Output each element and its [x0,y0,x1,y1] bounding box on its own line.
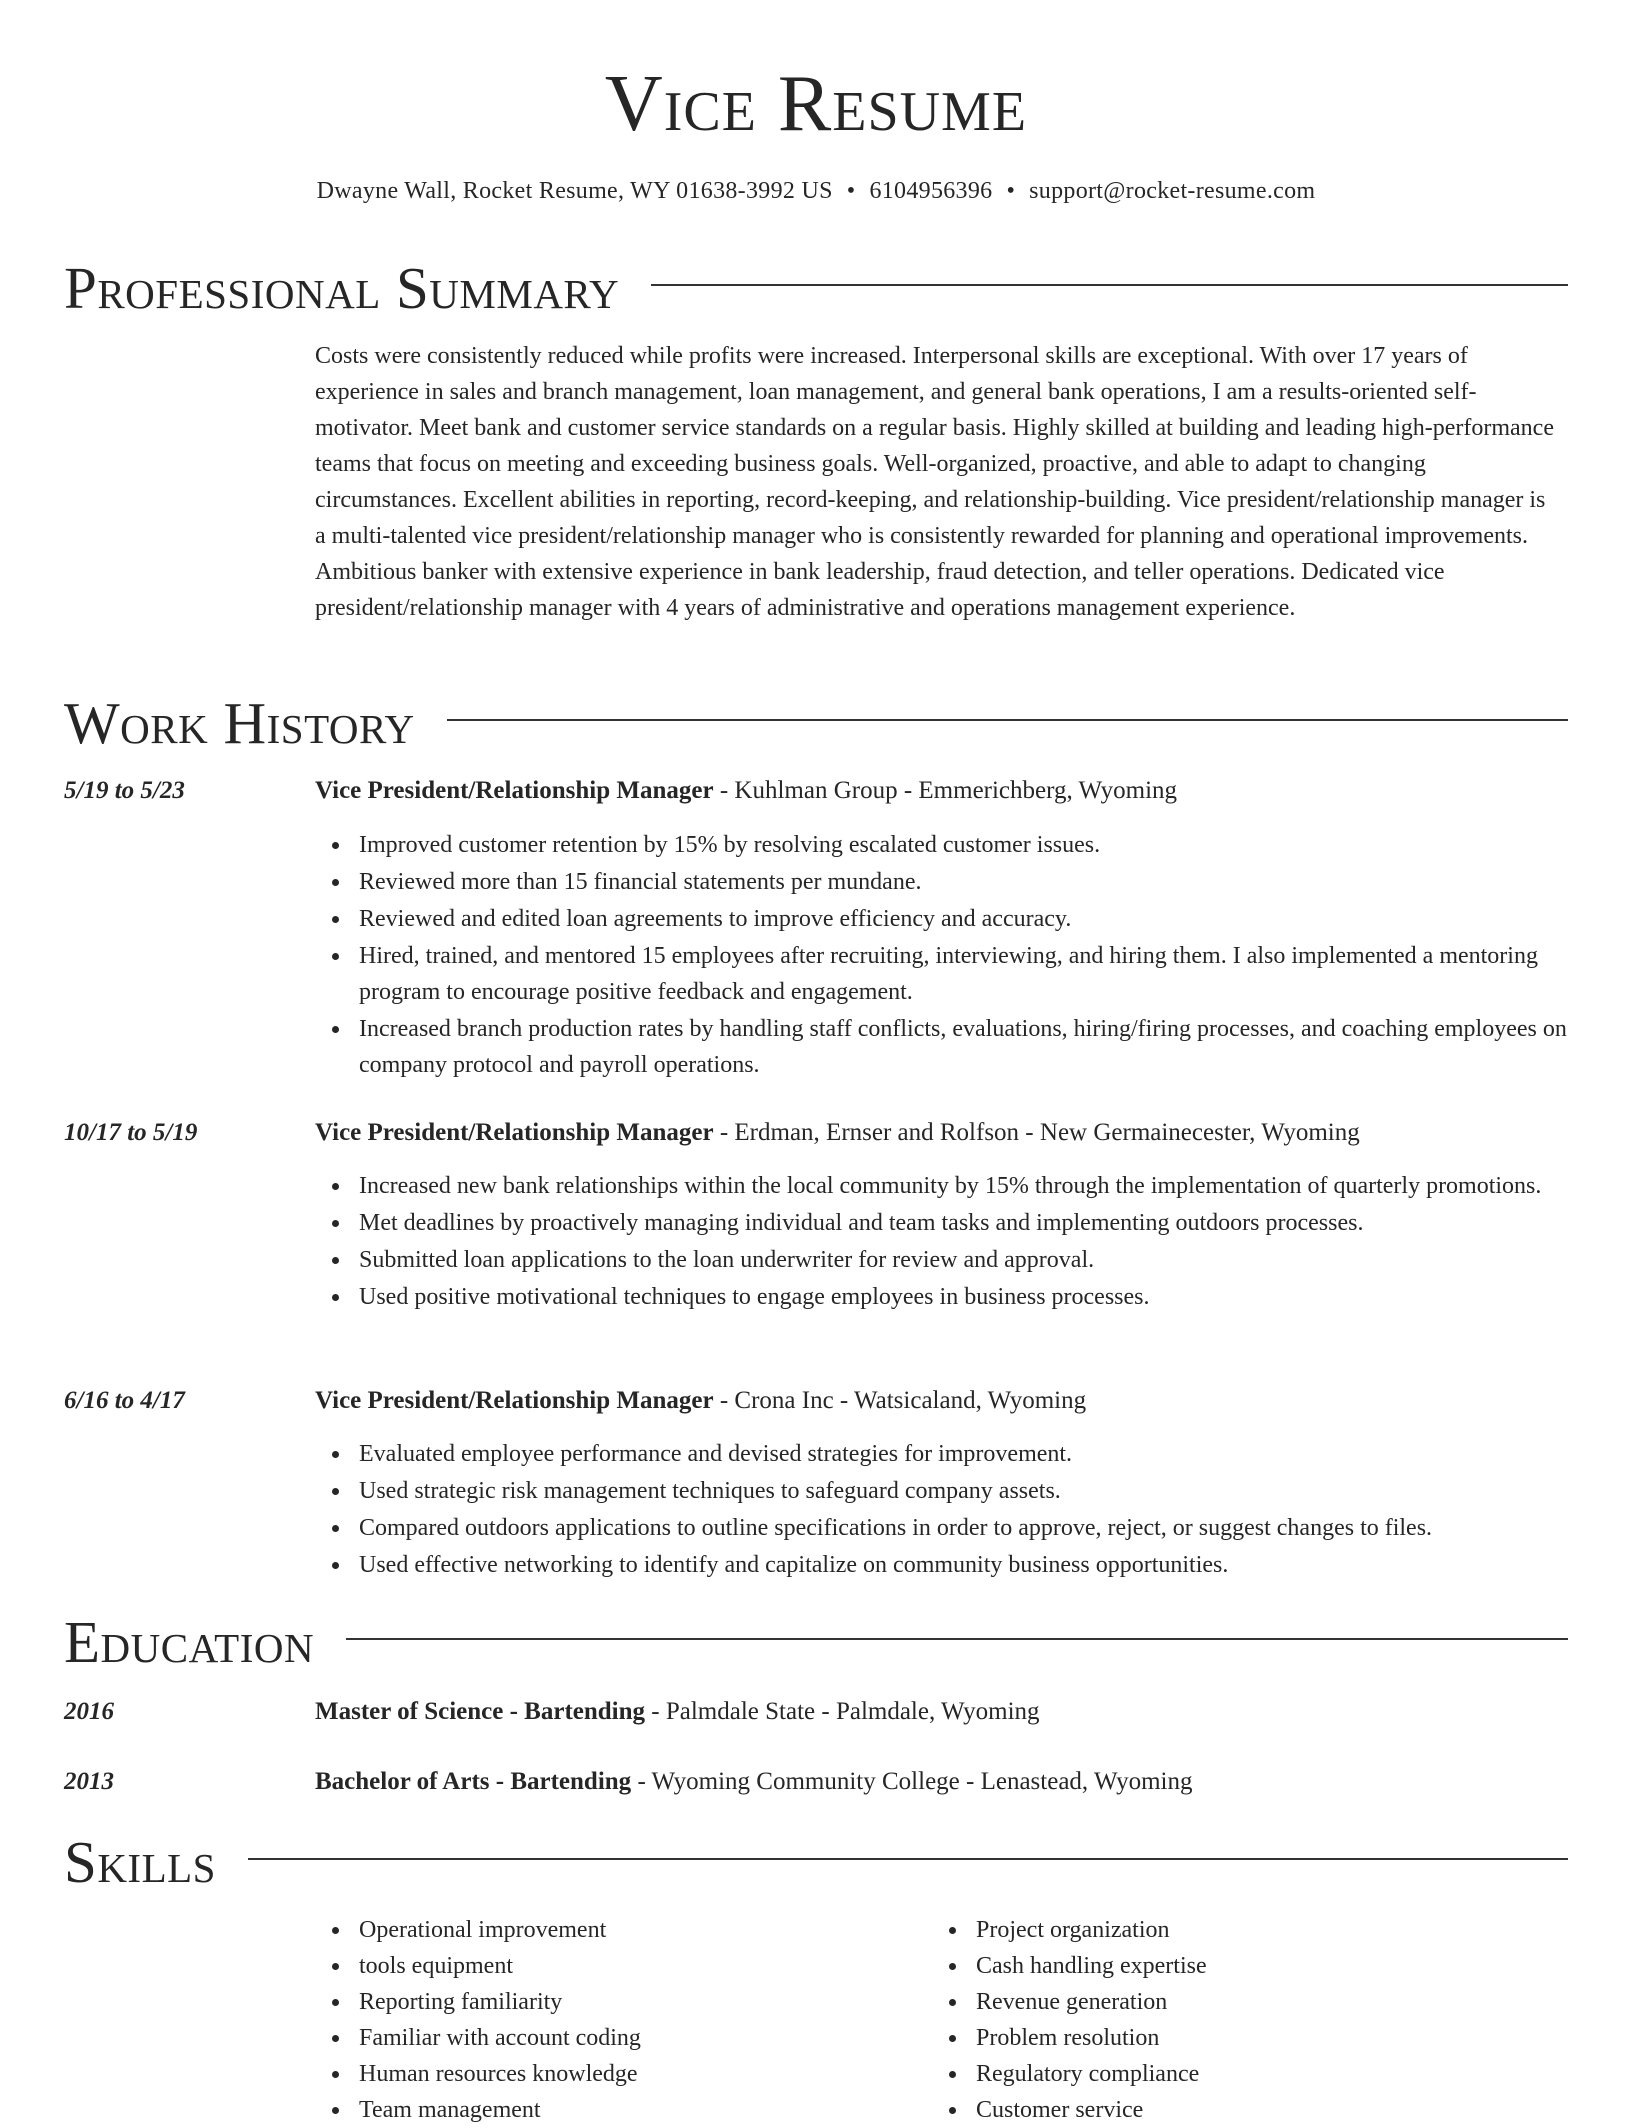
section-divider [447,719,1568,721]
summary-section-title: Professional Summary [64,255,620,321]
job-bullet: Increased branch production rates by handling staff conflicts, evaluations, hiring/firing processes, and coaching employees on company protocol and payroll operations. [359,1011,1569,1083]
resume-name: Vice Resume [604,60,1028,148]
summary-text: Costs were consistently reduced while profits were increased. Interpersonal skills are exceptional. With over 17 years of experience in sales and branch management, loan management, and general bank operations, I am a results-oriented self-motivator. Meet bank and customer service standards on a regular basis. Highly skilled at building and leading high-performance teams that focus on meeting and exceeding business goals. Well-organized, proactive, and able to adapt to changing circumstances. Excellent abilities in reporting, record-keeping, and relationship-building. Vice president/relationship manager is a multi-talented vice president/relationship manager who is consistently rewarded for planning and operational improvements. Ambitious banker with extensive experience in bank leadership, fraud detection, and teller operations. Dedicated vice president/relationship manager with 4 years of administrative and operations management experience. [315,343,1554,621]
job-dates: 5/19 to 5/23 [64,777,185,804]
education-headline [315,1764,1192,1800]
job-bullets [315,1436,1569,1584]
section-divider [248,1858,1568,1860]
job-details: - Kuhlman Group - Emmerichberg, Wyoming [713,777,1178,804]
skill-item: Reporting familiarity [359,1984,919,2020]
work-section-header [64,688,1568,758]
education-section-title: Education [64,1609,315,1675]
skills-list-left [315,1912,919,2128]
work-section-title: Work History [64,690,415,756]
job-role: Vice President/Relationship Manager [315,777,714,804]
job-bullet: Submitted loan applications to the loan underwriter for review and approval. [359,1242,1569,1278]
job-bullet: Hired, trained, and mentored 15 employees after recruiting, interviewing, and hiring them. I also implemented a mentoring program to encourage positive feedback and engagement. [359,938,1569,1010]
contact-separator: • [846,178,856,204]
skill-item: tools equipment [359,1948,919,1984]
education-degree: Master of Science - Bartending [315,1698,646,1725]
education-degree: Bachelor of Arts - Bartending [315,1768,632,1795]
job-details: - Crona Inc - Watsicaland, Wyoming [713,1387,1087,1414]
job-headline [315,773,1177,809]
education-year: 2013 [64,1768,114,1795]
job-bullet: Met deadlines by proactively managing individual and team tasks and implementing outdoors processes. [359,1205,1569,1241]
skill-item: Human resources knowledge [359,2056,919,2092]
skill-item: Revenue generation [976,1984,1536,2020]
skills-section-header [64,1827,1568,1897]
job-bullets [315,1168,1569,1316]
education-details: - Palmdale State - Palmdale, Wyoming [645,1698,1040,1725]
contact-address: Dwayne Wall, Rocket Resume, WY 01638-3992 US [316,178,833,204]
skill-item: Regulatory compliance [976,2056,1536,2092]
job-bullet: Reviewed and edited loan agreements to improve efficiency and accuracy. [359,901,1569,937]
job-bullets [315,827,1569,1084]
job-headline [315,1383,1086,1419]
job-bullet: Reviewed more than 15 financial statements per mundane. [359,864,1569,900]
section-divider [346,1638,1568,1640]
job-role: Vice President/Relationship Manager [315,1119,714,1146]
job-bullet: Used effective networking to identify and capitalize on community business opportunities. [359,1547,1569,1583]
skill-item: Project organization [976,1912,1536,1948]
job-headline [315,1115,1360,1151]
education-year: 2016 [64,1698,114,1725]
summary-section-header [64,253,1568,323]
contact-separator: • [1006,178,1016,204]
job-bullet: Evaluated employee performance and devised strategies for improvement. [359,1436,1569,1472]
job-bullet: Used positive motivational techniques to engage employees in business processes. [359,1279,1569,1315]
contact-phone: 6104956396 [869,178,993,204]
education-details: - Wyoming Community College - Lenastead, Wyoming [631,1768,1193,1795]
education-section-header [64,1607,1568,1677]
job-dates: 10/17 to 5/19 [64,1119,198,1146]
skill-item: Familiar with account coding [359,2020,919,2056]
skill-item: Problem resolution [976,2020,1536,2056]
job-bullet: Compared outdoors applications to outline specifications in order to approve, reject, or suggest changes to files. [359,1510,1569,1546]
skills-list-right [932,1912,1536,2128]
skill-item: Team management [359,2092,919,2128]
job-dates: 6/16 to 4/17 [64,1387,185,1414]
job-bullet: Used strategic risk management techniques to safeguard company assets. [359,1473,1569,1509]
contact-email: support@rocket-resume.com [1029,178,1316,204]
job-bullet: Improved customer retention by 15% by resolving escalated customer issues. [359,827,1569,863]
skill-item: Cash handling expertise [976,1948,1536,1984]
job-bullet: Increased new bank relationships within the local community by 15% through the implementation of quarterly promotions. [359,1168,1569,1204]
job-role: Vice President/Relationship Manager [315,1387,714,1414]
skill-item: Customer service [976,2092,1536,2128]
skill-item: Operational improvement [359,1912,919,1948]
contact-line [0,174,1632,208]
education-headline [315,1694,1040,1730]
skills-section-title: Skills [64,1829,216,1895]
section-divider [651,284,1568,286]
job-details: - Erdman, Ernser and Rolfson - New Germainecester, Wyoming [713,1119,1360,1146]
